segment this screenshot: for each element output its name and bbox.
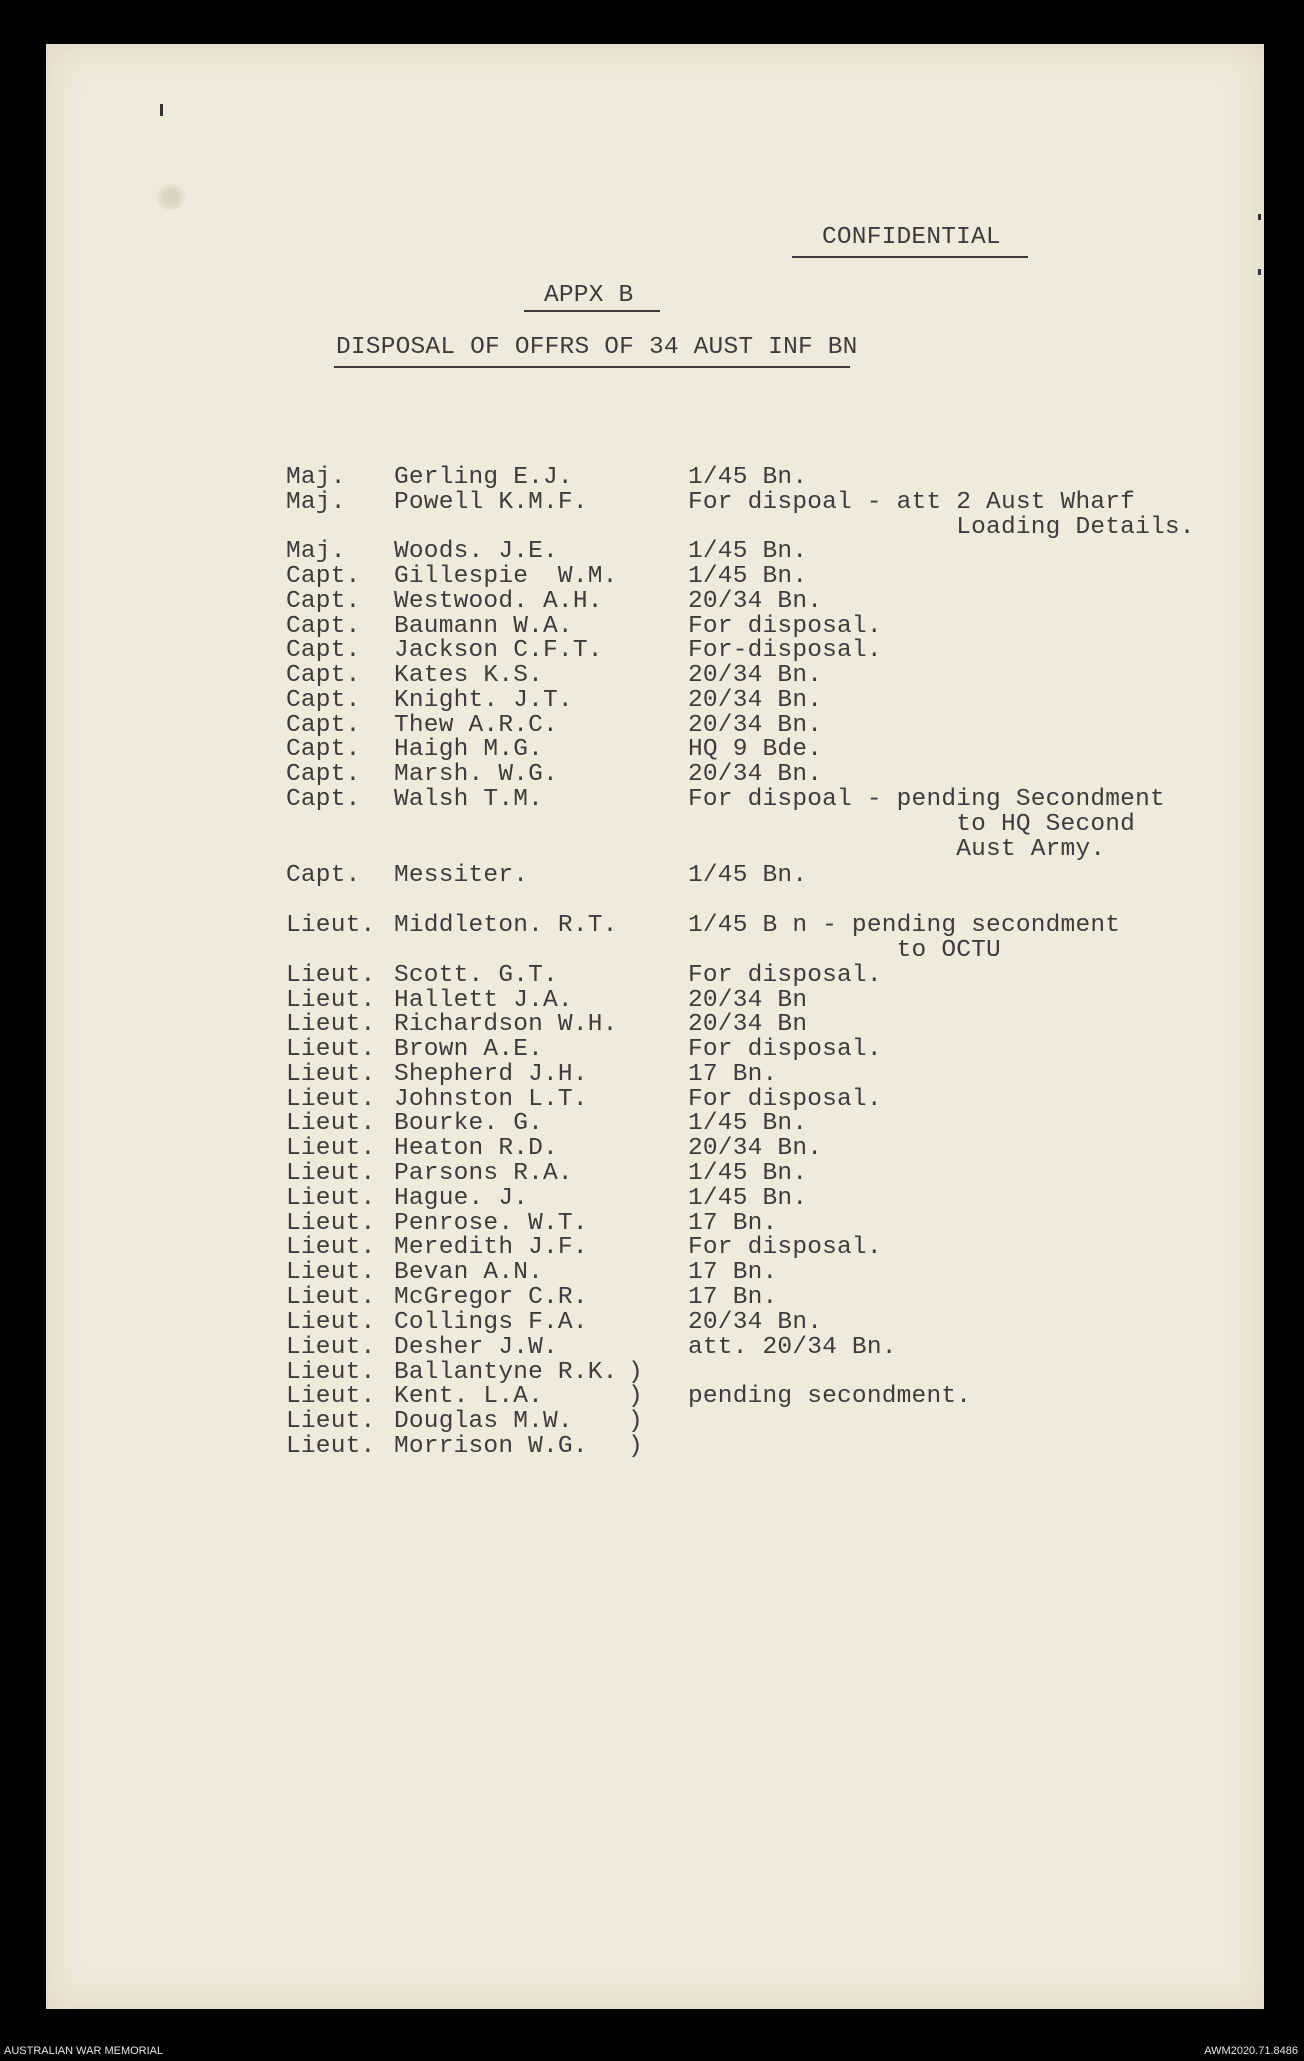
officer-rank: Capt.	[286, 761, 361, 788]
officer-disposal: For disposal.	[688, 613, 882, 640]
officer-rank: Capt.	[286, 736, 361, 763]
officer-name: Meredith J.F.	[394, 1234, 588, 1261]
officer-name: Brown A.E.	[394, 1036, 544, 1063]
officer-disposal: 17 Bn.	[688, 1259, 778, 1286]
officer-rank: Capt.	[286, 563, 361, 590]
officer-disposal: For dispoal - pending Secondment	[688, 786, 1165, 813]
officer-disposal: 1/45 Bn.	[688, 1185, 808, 1212]
officer-disposal: For disposal.	[688, 1086, 882, 1113]
footer-right: AWM2020.71.8486	[1204, 2045, 1298, 2057]
officer-rank: Capt.	[286, 712, 361, 739]
officer-name: Collings F.A.	[394, 1309, 588, 1336]
officer-disposal: 1/45 Bn.	[688, 862, 808, 889]
officer-name: Woods. J.E.	[394, 538, 558, 565]
bracket-mark: )	[628, 1359, 643, 1386]
ink-mark	[1258, 269, 1261, 275]
officer-rank: Capt.	[286, 613, 361, 640]
officer-name: Westwood. A.H.	[394, 588, 603, 615]
officer-name: Gerling E.J.	[394, 464, 573, 491]
officer-disposal: 20/34 Bn.	[688, 588, 823, 615]
officer-rank: Capt.	[286, 862, 361, 889]
officer-disposal: 17 Bn.	[688, 1061, 778, 1088]
officer-rank: Lieut.	[286, 1359, 376, 1386]
officer-disposal: 1/45 Bn.	[688, 563, 808, 590]
officer-rank: Capt.	[286, 662, 361, 689]
officer-rank: Lieut.	[286, 1408, 376, 1435]
appendix-label: APPX B	[544, 282, 634, 309]
officer-rank: Lieut.	[286, 1036, 376, 1063]
officer-disposal: 17 Bn.	[688, 1284, 778, 1311]
officer-name: Shepherd J.H.	[394, 1061, 588, 1088]
officer-name: Ballantyne R.K.	[394, 1359, 618, 1386]
officer-name: Johnston L.T.	[394, 1086, 588, 1113]
officer-name: Bourke. G.	[394, 1110, 544, 1137]
officer-disposal: 1/45 Bn.	[688, 1110, 808, 1137]
officer-disposal: to OCTU	[688, 937, 1001, 964]
officer-name: McGregor C.R.	[394, 1284, 588, 1311]
officer-rank: Lieut.	[286, 1433, 376, 1460]
officer-name: Scott. G.T.	[394, 962, 558, 989]
appendix-underline	[524, 310, 660, 312]
officer-name: Haigh M.G.	[394, 736, 544, 763]
officer-disposal: 20/34 Bn	[688, 987, 808, 1014]
officer-name: Hague. J.	[394, 1185, 529, 1212]
officer-rank: Lieut.	[286, 912, 376, 939]
officer-rank: Capt.	[286, 588, 361, 615]
officer-name: Marsh. W.G.	[394, 761, 558, 788]
officer-rank: Lieut.	[286, 962, 376, 989]
officer-disposal: For disposal.	[688, 962, 882, 989]
officer-disposal: Loading Details.	[688, 514, 1195, 541]
officer-name: Douglas M.W.	[394, 1408, 573, 1435]
officer-disposal: For disposal.	[688, 1234, 882, 1261]
officer-name: Bevan A.N.	[394, 1259, 544, 1286]
officer-disposal: For disposal.	[688, 1036, 882, 1063]
officer-disposal: to HQ Second	[688, 811, 1136, 838]
officer-rank: Lieut.	[286, 1160, 376, 1187]
officer-disposal: 20/34 Bn.	[688, 761, 823, 788]
officer-disposal: For dispoal - att 2 Aust Wharf	[688, 489, 1136, 516]
officer-rank: Maj.	[286, 464, 346, 491]
punch-hole	[156, 184, 186, 210]
officer-rank: Capt.	[286, 687, 361, 714]
officer-rank: Capt.	[286, 637, 361, 664]
officer-name: Desher J.W.	[394, 1334, 558, 1361]
officer-name: Parsons R.A.	[394, 1160, 573, 1187]
officer-disposal: 1/45 Bn.	[688, 538, 808, 565]
page-title: DISPOSAL OF OFFRS OF 34 AUST INF BN	[336, 334, 858, 361]
bracket-mark: )	[628, 1433, 643, 1460]
officer-rank: Lieut.	[286, 1334, 376, 1361]
officer-name: Kent. L.A.	[394, 1383, 544, 1410]
officer-rank: Lieut.	[286, 1210, 376, 1237]
officer-name: Morrison W.G.	[394, 1433, 588, 1460]
officer-rank: Maj.	[286, 538, 346, 565]
officer-name: Middleton. R.T.	[394, 912, 618, 939]
officer-disposal: 20/34 Bn.	[688, 662, 823, 689]
officer-rank: Lieut.	[286, 1259, 376, 1286]
officer-rank: Lieut.	[286, 1135, 376, 1162]
officer-rank: Lieut.	[286, 987, 376, 1014]
officer-rank: Lieut.	[286, 1309, 376, 1336]
officer-disposal: 20/34 Bn.	[688, 1135, 823, 1162]
officer-rank: Lieut.	[286, 1086, 376, 1113]
officer-rank: Lieut.	[286, 1011, 376, 1038]
officer-rank: Lieut.	[286, 1061, 376, 1088]
officer-disposal: For-disposal.	[688, 637, 882, 664]
officer-disposal: 17 Bn.	[688, 1210, 778, 1237]
bracket-mark: )	[628, 1383, 643, 1410]
officer-name: Gillespie W.M.	[394, 563, 618, 590]
ink-mark	[160, 104, 163, 116]
title-underline	[334, 366, 850, 368]
footer-left: AUSTRALIAN WAR MEMORIAL	[4, 2045, 164, 2057]
officer-disposal: HQ 9 Bde.	[688, 736, 823, 763]
officer-name: Richardson W.H.	[394, 1011, 618, 1038]
officer-rank: Capt.	[286, 786, 361, 813]
officer-name: Hallett J.A.	[394, 987, 573, 1014]
officer-rank: Lieut.	[286, 1185, 376, 1212]
officer-disposal: 20/34 Bn.	[688, 687, 823, 714]
officer-disposal: 20/34 Bn.	[688, 1309, 823, 1336]
officer-rank: Lieut.	[286, 1284, 376, 1311]
officer-name: Walsh T.M.	[394, 786, 544, 813]
officer-disposal: 1/45 Bn.	[688, 1160, 808, 1187]
officer-name: Heaton R.D.	[394, 1135, 558, 1162]
officer-name: Kates K.S.	[394, 662, 544, 689]
officer-rank: Lieut.	[286, 1383, 376, 1410]
officer-disposal: 1/45 Bn.	[688, 464, 808, 491]
officer-name: Penrose. W.T.	[394, 1210, 588, 1237]
ink-mark	[1258, 214, 1261, 220]
officer-rank: Lieut.	[286, 1110, 376, 1137]
confidential-label: CONFIDENTIAL	[822, 224, 1001, 251]
officer-rank: Maj.	[286, 489, 346, 516]
officer-name: Knight. J.T.	[394, 687, 573, 714]
officer-name: Powell K.M.F.	[394, 489, 588, 516]
officer-name: Baumann W.A.	[394, 613, 573, 640]
officer-disposal: pending secondment.	[688, 1383, 972, 1410]
officer-disposal: Aust Army.	[688, 836, 1106, 863]
officer-rank: Lieut.	[286, 1234, 376, 1261]
bracket-mark: )	[628, 1408, 643, 1435]
officer-disposal: att. 20/34 Bn.	[688, 1334, 897, 1361]
officer-name: Jackson C.F.T.	[394, 637, 603, 664]
officer-disposal: 20/34 Bn.	[688, 712, 823, 739]
officer-name: Thew A.R.C.	[394, 712, 558, 739]
officer-disposal: 20/34 Bn	[688, 1011, 808, 1038]
confidential-underline	[792, 256, 1028, 258]
officer-disposal: 1/45 B n - pending secondment	[688, 912, 1121, 939]
officer-name: Messiter.	[394, 862, 529, 889]
